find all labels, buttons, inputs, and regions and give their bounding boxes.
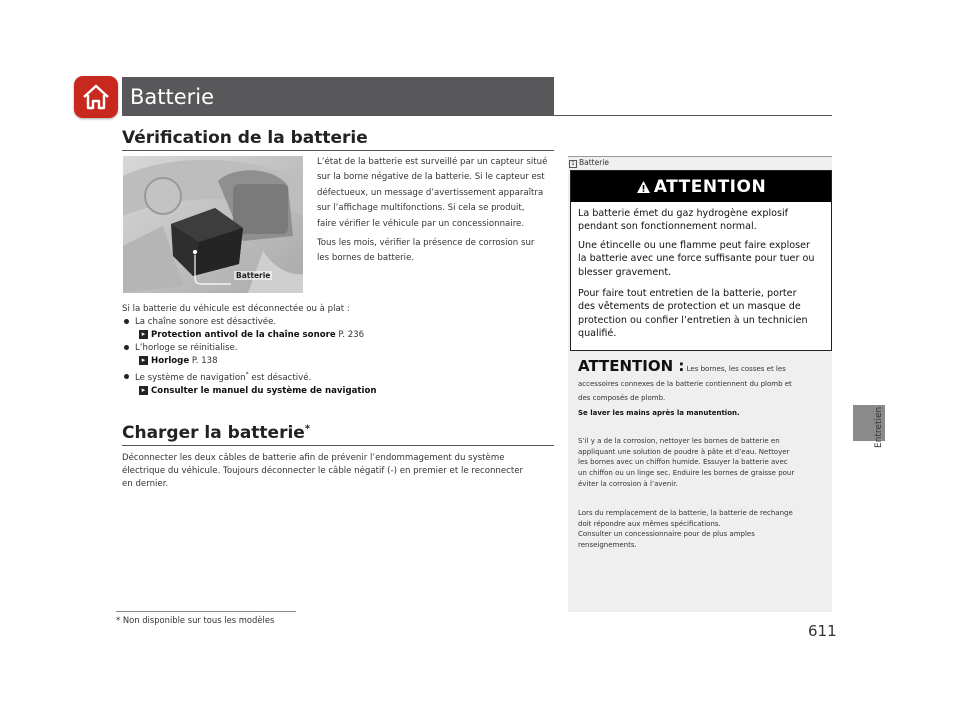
disconnect-intro: Si la batterie du véhicule est déconnectée ou à plat : (122, 304, 350, 314)
replacement-note (578, 508, 830, 551)
xref-title: Horloge (151, 356, 190, 366)
bullet-text: est désactivé. (248, 372, 312, 383)
text-line: renseignements. (578, 541, 637, 550)
text-line: L’état de la batterie est surveillé par un capteur situé (317, 157, 548, 167)
text-line: défectueux, un message d’avertissement apparaîtra (317, 187, 544, 198)
text-line: appliquant une solution de poudre à pâte et d’eau. Nettoyer (578, 447, 790, 456)
text-line: Une étincelle ou une flamme peut faire exploser (578, 240, 810, 251)
text-line: des vêtements de protection et un masque de (578, 301, 801, 313)
bullet-text: L’horloge se réinitialise. (135, 343, 238, 353)
cross-reference-link[interactable] (122, 385, 554, 398)
text-line: sur la borne négative de la batterie. Si le capteur est (317, 172, 545, 183)
text-line-fragment: Les bornes, les cosses et les (686, 365, 786, 373)
home-icon (81, 83, 111, 111)
arrow-icon: ▸ (139, 356, 148, 365)
cross-reference-link[interactable] (122, 329, 554, 342)
list-item (122, 342, 554, 355)
arrow-icon: ▸ (139, 386, 148, 395)
attention-label: ATTENTION : (578, 357, 685, 375)
warning-paragraph (578, 239, 828, 279)
xref-page: P. 236 (338, 330, 365, 340)
section-divider (122, 445, 554, 446)
text-line: éviter la corrosion à l’avenir. (578, 479, 678, 488)
text-line: en dernier. (122, 479, 169, 489)
text-line: faire vérifier le véhicule par un concessionnaire. (317, 218, 525, 229)
text-line: Déconnecter les deux câbles de batterie afin de prévenir l’endommagement du système (122, 453, 505, 463)
text-line: Pour faire tout entretien de la batterie, porter (578, 288, 797, 299)
section-divider (122, 150, 554, 151)
home-button[interactable] (74, 76, 118, 118)
disconnect-list (122, 303, 554, 398)
battery-photo (123, 156, 303, 293)
warning-title: ATTENTION (653, 176, 767, 197)
text-line: les bornes avec un chiffon humide. Essuyer la batterie avec (578, 458, 788, 467)
title-divider (122, 115, 832, 116)
section-title-charge-battery (122, 423, 310, 443)
text-line: les bornes de batterie. (317, 253, 415, 264)
xref-title: Consulter le manuel du système de navigation (151, 385, 377, 396)
footnote-marker: * (304, 423, 311, 435)
arrow-icon: ▸ (139, 330, 148, 339)
text-line: blesser gravement. (578, 266, 672, 278)
engine-bay-illustration (123, 156, 303, 293)
section-title-text: Charger la batterie (122, 423, 305, 443)
text-line: sur l’affichage multifonctions. Si cela se produit, (317, 203, 525, 214)
footnote-marker: * (245, 371, 249, 378)
text-line: Tous les mois, vérifier la présence de corrosion sur (317, 238, 535, 248)
xref-title: Protection antivol de la chaîne sonore (151, 330, 336, 340)
footnote: * Non disponible sur tous les modèles (116, 615, 275, 625)
bullet-text: La chaîne sonore est désactivée. (135, 317, 277, 327)
reference-icon: 1 (569, 160, 577, 168)
text-line: électrique du véhicule. Toujours déconnecter le câble négatif (-) en premier et le reconnecter (122, 466, 524, 476)
bullet-icon (124, 319, 129, 324)
text-line: Lors du remplacement de la batterie, la batterie de rechange (578, 509, 793, 517)
bullet-text: Le système de navigation (135, 372, 246, 383)
intro-paragraph (317, 155, 557, 232)
bold-instruction: Se laver les mains après la manutention. (578, 408, 740, 417)
text-line: Consulter un concessionnaire pour de plus amples (578, 530, 755, 539)
text-line: La batterie émet du gaz hydrogène explosif (578, 208, 789, 219)
ref-label-text: Batterie (579, 158, 610, 167)
bullet-icon (124, 345, 129, 350)
bullet-icon (124, 374, 129, 379)
sidebar-ref-label (569, 158, 609, 168)
warning-header (571, 171, 831, 202)
warning-paragraph (578, 287, 828, 341)
sidebar-divider (568, 156, 832, 157)
text-line: S’il y a de la corrosion, nettoyer les bornes de batterie en (578, 437, 780, 445)
footnote-divider (116, 611, 296, 612)
text-line: un chiffon ou un linge sec. Enduire les bornes de graisse pour (578, 469, 795, 478)
text-line: accessoires connexes de la batterie contiennent du plomb et (578, 379, 792, 388)
text-line: doit répondre aux mêmes spécifications. (578, 519, 721, 528)
warning-paragraph (578, 207, 828, 234)
charge-paragraph (122, 452, 562, 491)
corrosion-note (578, 436, 830, 490)
section-title-check-battery: Vérification de la batterie (122, 128, 368, 148)
list-item (122, 368, 554, 385)
warning-icon (636, 180, 651, 194)
monthly-check-paragraph (317, 236, 557, 267)
image-callout-label: Batterie (236, 271, 271, 280)
page-number: 611 (808, 622, 837, 640)
text-line: qualifié. (578, 328, 617, 340)
xref-page: P. 138 (191, 356, 218, 366)
text-line: pendant son fonctionnement normal. (578, 221, 757, 233)
list-item (122, 316, 554, 329)
text-line (578, 359, 830, 377)
text-line: la batterie avec une force suffisante pour tuer ou (578, 253, 815, 265)
page-title: Batterie (130, 85, 215, 109)
cross-reference-link[interactable] (122, 355, 554, 368)
text-line: protection ou confier l’entretien à un technicien (578, 314, 808, 326)
chapter-tab-label: Entretien (874, 406, 884, 448)
lead-attention-note (578, 359, 830, 420)
text-line: des composés de plomb. (578, 394, 666, 402)
